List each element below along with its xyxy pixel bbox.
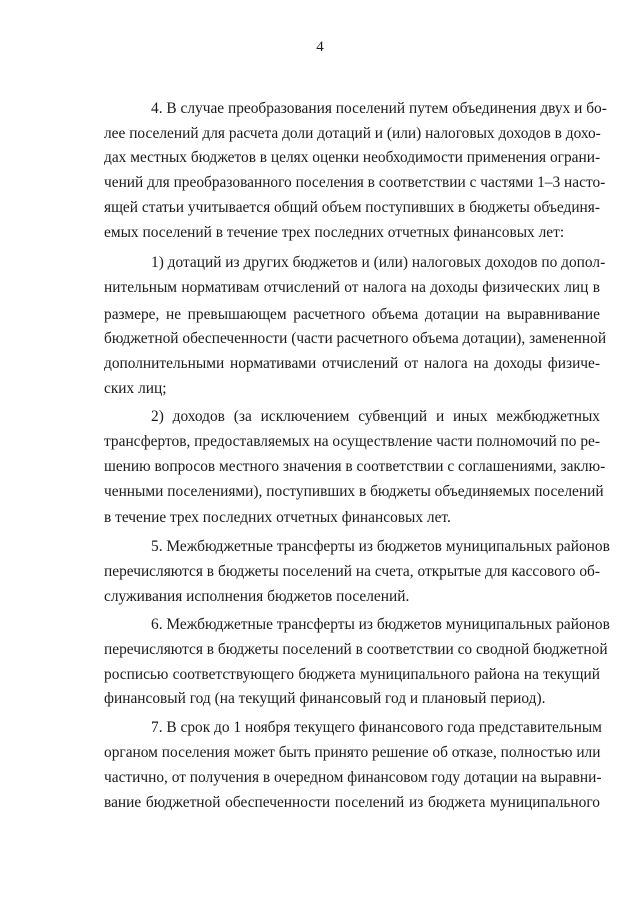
page-number: 4 [316, 39, 324, 55]
text-line: нительным нормативам отчислений от налога на доходы физических лиц в [104, 279, 600, 296]
text-line: ящей статьи учитывается общий объем поступивших в бюджеты объединя- [104, 199, 600, 216]
text-line: вание бюджетной обеспеченности поселений из бюджета муниципального [104, 794, 600, 811]
text-line: служивания исполнения бюджетов поселений. [104, 588, 410, 605]
text-line: ских лиц; [104, 380, 167, 397]
text-line: ченными поселениями), поступивших в бюджеты объединяемых поселений [104, 483, 604, 500]
text-line: лее поселений для расчета доли дотаций и (или) налоговых доходов в дохо- [104, 125, 601, 142]
text-line: в течение трех последних отчетных финансовых лет. [104, 509, 451, 526]
text-line: росписью соответствующего бюджета муниципального района на текущий [104, 666, 600, 683]
text-line: 5. Межбюджетные трансферты из бюджетов муниципальных районов [151, 538, 610, 555]
text-line: органом поселения может быть принято решение об отказе, полностью или [104, 744, 601, 761]
text-line: перечисляются в бюджеты поселений в соответствии со сводной бюджетной [104, 641, 608, 658]
text-line: трансфертов, предоставляемых на осуществление части полномочий по ре- [104, 433, 600, 450]
text-line: емых поселений в течение трех последних отчетных финансовых лет: [104, 224, 565, 241]
text-line: частично, от получения в очередном финансовом году дотации на выравни- [104, 769, 602, 786]
text-line: 6. Межбюджетные трансферты из бюджетов муниципальных районов [151, 616, 610, 633]
text-line: 1) дотаций из других бюджетов и (или) налоговых доходов по допол- [151, 254, 606, 271]
text-line: 7. В срок до 1 ноября текущего финансового года представительным [151, 719, 602, 736]
text-line: чений для преобразованного поселения в соответствии с частями 1–3 насто- [104, 174, 606, 191]
text-line: перечисляются в бюджеты поселений на счета, открытые для кассового об- [104, 563, 600, 580]
text-line: дополнительными нормативами отчислений от налога на доходы физиче- [104, 355, 600, 372]
text-line: финансовый год (на текущий финансовый год и плановый период). [104, 690, 546, 707]
text-line: бюджетной обеспеченности (части расчетного объема дотации), замененной [104, 330, 607, 347]
text-line: дах местных бюджетов в целях оценки необходимости применения ограни- [104, 149, 601, 166]
text-line: 4. В случае преобразования поселений путем объединения двух и бо- [151, 100, 607, 117]
text-line: 2) доходов (за исключением субвенций и иных межбюджетных [151, 408, 600, 425]
text-line: шению вопросов местного значения в соответствии с соглашениями, заклю- [104, 458, 606, 475]
text-line: размере, не превышающем расчетного объема дотации на выравнивание [104, 306, 600, 323]
